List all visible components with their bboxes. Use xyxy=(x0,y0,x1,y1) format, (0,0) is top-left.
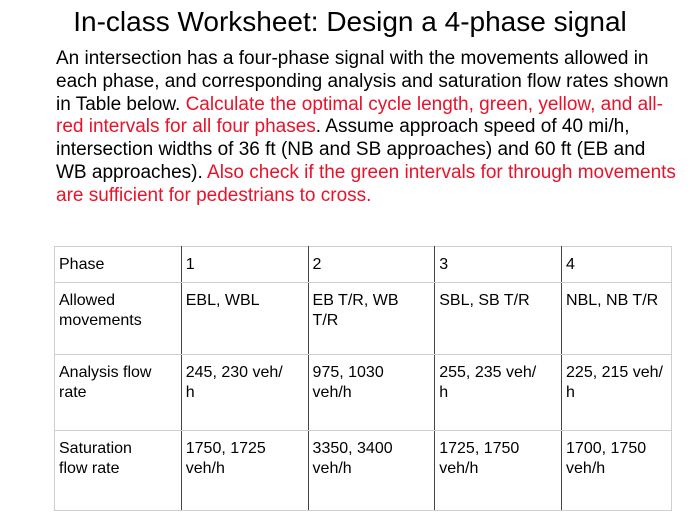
phase-table xyxy=(54,246,672,511)
cell-line: EBL, WBL xyxy=(185,292,260,309)
cell-saturation-phase-3 xyxy=(435,431,562,511)
row-header-line: Phase xyxy=(59,256,105,273)
row-header-line: rate xyxy=(59,384,87,401)
cell-phase-4 xyxy=(562,247,672,283)
cell-line: h xyxy=(439,384,449,401)
intro-task-calc: Calculate the optimal cycle length, green, yellow, and all-red intervals for all four phases xyxy=(56,93,663,138)
cell-phase-1 xyxy=(181,247,308,283)
intro-text-2: . Assume approach speed of 40 mi/h, intersection widths of 36 ft (NB and SB approaches) and 60 ft (EB and WB approaches). xyxy=(56,116,646,183)
cell-line: veh/h xyxy=(566,460,606,477)
table-row-analysis-flow-rate xyxy=(55,355,672,431)
cell-analysis-phase-1 xyxy=(181,355,308,431)
cell-analysis-phase-3 xyxy=(435,355,562,431)
cell-saturation-phase-4 xyxy=(562,431,672,511)
row-header-line: movements xyxy=(59,312,142,329)
problem-statement xyxy=(56,48,676,208)
cell-movements-phase-3 xyxy=(435,283,562,355)
cell-line: veh/h xyxy=(439,460,479,477)
cell-line: 3350, 3400 xyxy=(312,440,393,457)
cell-line: veh/h xyxy=(312,460,352,477)
page-title: In-class Worksheet: Design a 4-phase signal xyxy=(73,6,627,37)
table-row-phase xyxy=(55,247,672,283)
cell-line: SBL, SB T/R xyxy=(439,292,530,309)
row-header-line: Saturation xyxy=(59,440,132,457)
row-header-line: Analysis flow xyxy=(59,364,152,381)
cell-line: T/R xyxy=(312,312,339,329)
row-header-analysis-flow-rate xyxy=(55,355,182,431)
cell-analysis-phase-2 xyxy=(308,355,435,431)
cell-line: h xyxy=(185,384,195,401)
cell-line: veh/h xyxy=(185,460,225,477)
table-row-saturation-flow-rate xyxy=(55,431,672,511)
cell-movements-phase-4 xyxy=(562,283,672,355)
row-header-line: flow rate xyxy=(59,460,120,477)
cell-saturation-phase-2 xyxy=(308,431,435,511)
cell-line: h xyxy=(566,384,575,401)
row-header-saturation-flow-rate xyxy=(55,431,182,511)
cell-line: 225, 215 veh/ xyxy=(566,364,663,381)
cell-line: 1725, 1750 xyxy=(439,440,520,457)
cell-line: 245, 230 veh/ xyxy=(185,364,283,381)
table-row-allowed-movements xyxy=(55,283,672,355)
cell-line: NBL, NB T/R xyxy=(566,292,659,309)
cell-line: 1750, 1725 xyxy=(185,440,266,457)
intro-task-check: Also check if the green intervals for through movements are sufficient for pedestrians to cross. xyxy=(56,161,676,206)
cell-line: 3 xyxy=(439,256,449,273)
intro-text-1: An intersection has a four-phase signal with the movements allowed in each phase, and corresponding analysis and saturation flow rates shown in Table below. xyxy=(56,48,669,115)
cell-line: 1 xyxy=(185,256,195,273)
cell-line: veh/h xyxy=(312,384,352,401)
cell-line: 4 xyxy=(566,256,575,273)
cell-line: 2 xyxy=(312,256,322,273)
cell-analysis-phase-4 xyxy=(562,355,672,431)
row-header-line: Allowed xyxy=(59,292,116,309)
cell-phase-2 xyxy=(308,247,435,283)
cell-movements-phase-2 xyxy=(308,283,435,355)
cell-line: 1700, 1750 xyxy=(566,440,647,457)
cell-line: EB T/R, WB xyxy=(312,292,399,309)
row-header-allowed-movements xyxy=(55,283,182,355)
cell-line: 255, 235 veh/ xyxy=(439,364,537,381)
cell-saturation-phase-1 xyxy=(181,431,308,511)
cell-movements-phase-1 xyxy=(181,283,308,355)
cell-line: 975, 1030 xyxy=(312,364,384,381)
cell-phase-3 xyxy=(435,247,562,283)
row-header-phase xyxy=(55,247,182,283)
